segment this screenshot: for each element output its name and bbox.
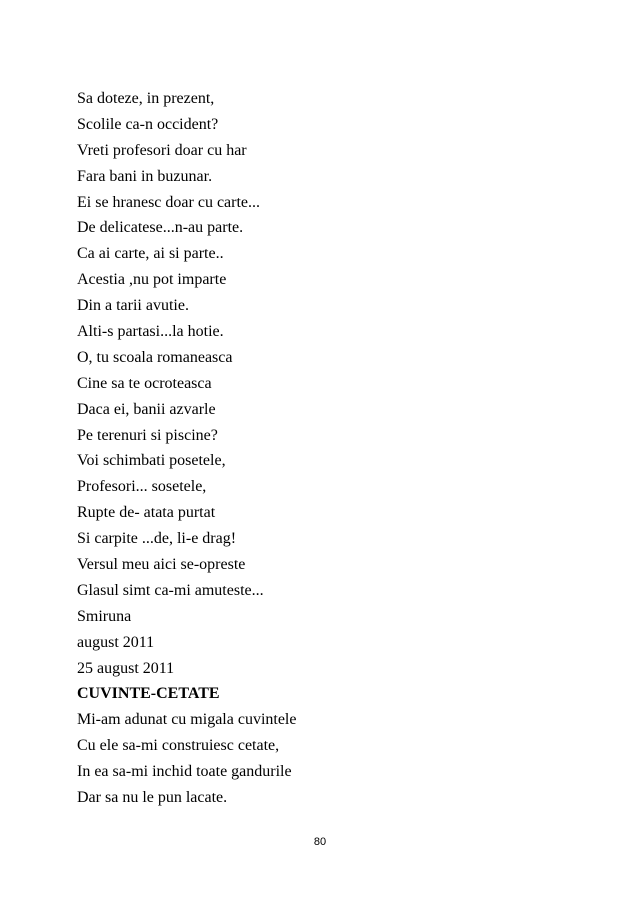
poem-line: Profesori... sosetele, [77,478,207,496]
poem-line: De delicatese...n-au parte. [77,219,244,237]
poem-line: In ea sa-mi inchid toate gandurile [77,763,292,781]
poem-line: Acestia ,nu pot imparte [77,271,227,289]
date-line: august 2011 [77,633,155,651]
poem-line: Cine sa te ocroteasca [77,374,212,392]
signature: Smiruna [77,607,132,625]
poem-line: Alti-s partasi...la hotie. [77,323,224,341]
page-number: 80 [313,836,327,848]
poem-line: Mi-am adunat cu migala cuvintele [77,711,297,729]
date-line: 25 august 2011 [77,659,175,677]
poem-line: Daca ei, banii azvarle [77,400,216,418]
poem-line: Versul meu aici se-opreste [77,556,246,574]
poem-line: Scolile ca-n occident? [77,115,219,133]
poem-line: Ei se hranesc doar cu carte... [77,193,261,211]
poem-line: Vreti profesori doar cu har [77,141,247,159]
poem-line: Dar sa nu le pun lacate. [77,789,228,807]
poem-line: Glasul simt ca-mi amuteste... [77,581,264,599]
poem-line: Fara bani in buzunar. [77,167,213,185]
poem-line: Rupte de- atata purtat [77,504,216,522]
poem-line: Voi schimbati posetele, [77,452,226,470]
poem-text [77,86,296,811]
poem-line: Din a tarii avutie. [77,297,189,315]
poem-line: O, tu scoala romaneasca [77,348,233,366]
poem-line: Sa doteze, in prezent, [77,90,215,107]
poem-line: Si carpite ...de, li-e drag! [77,530,237,548]
poem-title: CUVINTE-CETATE [77,685,220,703]
poem-line: Cu ele sa-mi construiesc cetate, [77,737,280,755]
poem-line: Ca ai carte, ai si parte.. [77,245,224,263]
poem-line: Pe terenuri si piscine? [77,426,218,444]
